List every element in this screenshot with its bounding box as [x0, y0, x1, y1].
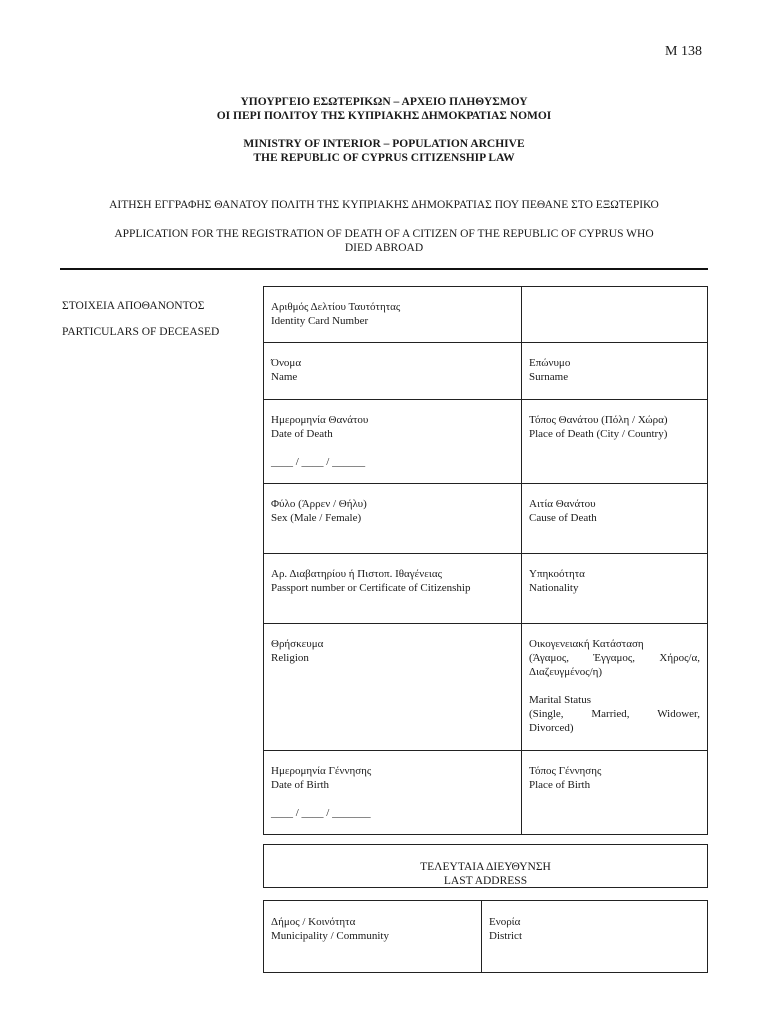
surname-label-english: Surname — [529, 371, 569, 383]
section-label-greek: ΣΤΟΙΧΕΙΑ ΑΠΟΘΑΝΟΝΤΟΣ — [62, 300, 205, 312]
district-field[interactable] — [482, 901, 708, 973]
cause-of-death-label-english: Cause of Death — [529, 512, 597, 524]
last-address-heading — [263, 844, 708, 888]
place-of-death-label-english: Place of Death (City / Country) — [529, 428, 668, 440]
form-title-english-line-2: DIED ABROAD — [344, 242, 424, 254]
form-code: M 138 — [665, 44, 702, 59]
date-of-birth-label-greek: Ημερομηνία Γέννησης — [271, 765, 372, 777]
date-of-death-field[interactable] — [264, 400, 522, 484]
name-label-greek: Όνομα — [271, 357, 302, 369]
district-label-english: District — [489, 930, 522, 942]
id-card-cell — [264, 287, 522, 343]
marital-status-label-greek: Οικογενειακή Κατάσταση — [529, 638, 644, 650]
id-card-label-greek: Αριθμός Δελτίου Ταυτότητας — [271, 301, 401, 313]
nationality-label-english: Nationality — [529, 582, 579, 594]
date-of-death-blank: ____ / ____ / ______ — [271, 456, 366, 468]
header-divider — [60, 268, 708, 270]
marital-status-options-greek: (Άγαμος, Έγγαμος, Χήρος/α, — [529, 652, 700, 664]
surname-label-greek: Επώνυμο — [529, 357, 571, 369]
marital-status-options-english: (Single, Married, Widower, — [529, 708, 700, 720]
passport-field[interactable] — [264, 554, 522, 624]
sex-field[interactable] — [264, 484, 522, 554]
last-address-table — [263, 900, 708, 973]
place-of-death-label-greek: Τόπος Θανάτου (Πόλη / Χώρα) — [529, 414, 668, 426]
header-greek-line-1: ΥΠΟΥΡΓΕΙΟ ΕΣΩΤΕΡΙΚΩΝ – ΑΡΧΕΙΟ ΠΛΗΘΥΣΜΟΥ — [240, 96, 528, 108]
passport-label-english: Passport number or Certificate of Citizenship — [271, 582, 471, 594]
date-of-birth-blank: ____ / ____ / _______ — [271, 807, 371, 819]
cause-of-death-field[interactable] — [522, 484, 708, 554]
passport-label-greek: Αρ. Διαβατηρίου ή Πιστοπ. Ιθαγένειας — [271, 568, 442, 580]
place-of-birth-label-greek: Τόπος Γέννησης — [529, 765, 602, 777]
header-english-line-1: MINISTRY OF INTERIOR – POPULATION ARCHIVE — [243, 138, 525, 150]
municipality-field[interactable] — [264, 901, 482, 973]
cause-of-death-label-greek: Αιτία Θανάτου — [529, 498, 596, 510]
form-title-greek: ΑΙΤΗΣΗ ΕΓΓΡΑΦΗΣ ΘΑΝΑΤΟΥ ΠΟΛΙΤΗ ΤΗΣ ΚΥΠΡΙΑΚΗΣ ΔΗΜΟΚΡΑΤΙΑΣ ΠΟΥ ΠΕΘΑΝΕ ΣΤΟ ΕΞΩΤΕΡΙΚΟ — [109, 199, 659, 211]
date-of-birth-label-english: Date of Birth — [271, 779, 330, 791]
marital-status-label-english: Marital Status — [529, 694, 592, 706]
religion-field[interactable] — [264, 624, 522, 751]
religion-label-greek: Θρήσκευμα — [271, 638, 324, 650]
date-of-death-label-greek: Ημερομηνία Θανάτου — [271, 414, 369, 426]
form-title-english-line-1: APPLICATION FOR THE REGISTRATION OF DEATH OF A CITIZEN OF THE REPUBLIC OF CYPRUS WHO — [114, 228, 654, 240]
nationality-field[interactable] — [522, 554, 708, 624]
marital-status-options-greek-cont: Διαζευγμένος/η) — [529, 666, 603, 678]
municipality-label-english: Municipality / Community — [271, 930, 389, 942]
date-of-death-label-english: Date of Death — [271, 428, 333, 440]
district-label-greek: Ενορία — [489, 916, 521, 928]
date-of-birth-field[interactable] — [264, 751, 522, 835]
deceased-particulars-table — [263, 286, 708, 835]
sex-label-greek: Φύλο (Άρρεν / Θήλυ) — [271, 498, 367, 510]
name-field[interactable] — [264, 343, 522, 400]
municipality-label-greek: Δήμος / Κοινότητα — [271, 916, 356, 928]
nationality-label-greek: Υπηκοότητα — [529, 568, 585, 580]
name-label-english: Name — [271, 371, 298, 383]
marital-status-field[interactable] — [522, 624, 708, 751]
place-of-birth-label-english: Place of Birth — [529, 779, 591, 791]
id-card-input[interactable] — [522, 287, 708, 343]
place-of-birth-field[interactable] — [522, 751, 708, 835]
last-address-heading-english: LAST ADDRESS — [443, 875, 528, 887]
header-english-line-2: THE REPUBLIC OF CYPRUS CITIZENSHIP LAW — [253, 152, 515, 164]
section-label-english: PARTICULARS OF DECEASED — [62, 326, 220, 338]
last-address-heading-greek: ΤΕΛΕΥΤΑΙΑ ΔΙΕΥΘΥΝΣΗ — [420, 861, 551, 873]
marital-status-options-english-cont: Divorced) — [529, 722, 574, 734]
header-greek-line-2: ΟΙ ΠΕΡΙ ΠΟΛΙΤΟΥ ΤΗΣ ΚΥΠΡΙΑΚΗΣ ΔΗΜΟΚΡΑΤΙΑΣ ΝΟΜΟΙ — [216, 110, 552, 122]
surname-field[interactable] — [522, 343, 708, 400]
religion-label-english: Religion — [271, 652, 309, 664]
id-card-label-english: Identity Card Number — [271, 315, 369, 327]
place-of-death-field[interactable] — [522, 400, 708, 484]
sex-label-english: Sex (Male / Female) — [271, 512, 362, 524]
